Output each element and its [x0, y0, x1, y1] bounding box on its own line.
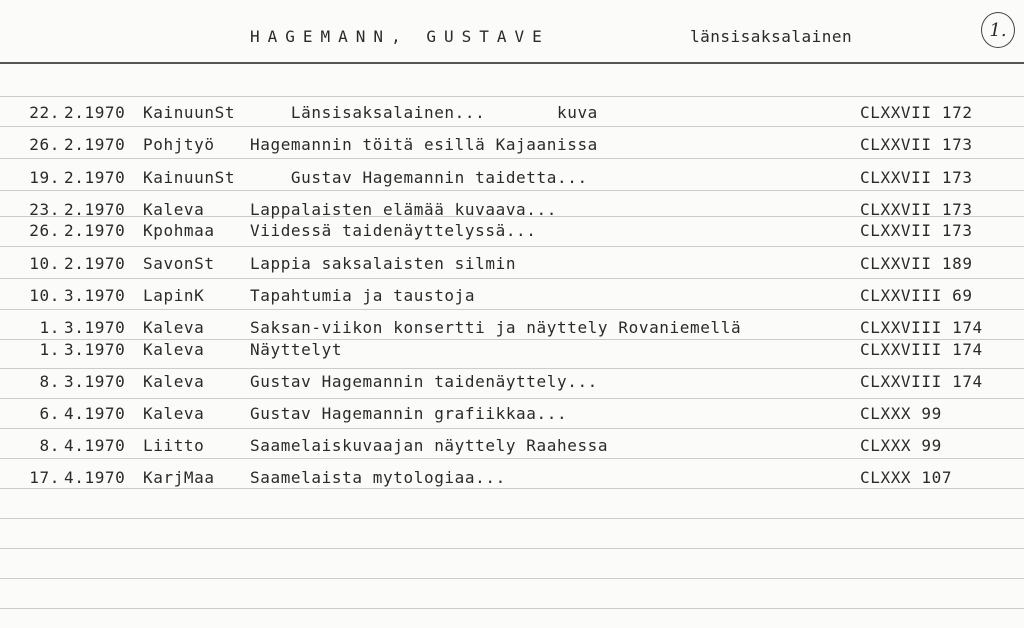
entry-title: Gustav Hagemannin taidenäyttely...: [250, 372, 598, 391]
list-item: [0, 169, 1024, 187]
entry-reference: CLXXX 99: [860, 404, 942, 423]
entry-month-year: 3.1970: [64, 286, 126, 305]
entry-month-year: 4.1970: [64, 436, 126, 455]
entry-title: Lappia saksalaisten silmin: [250, 254, 517, 273]
list-item: [0, 373, 1024, 391]
nationality-label: länsisaksalainen: [690, 27, 853, 46]
list-item: [0, 104, 1024, 122]
entry-reference: CLXXVII 172: [860, 103, 973, 122]
entry-newspaper: KainuunSt: [143, 103, 236, 122]
entry-newspaper: Kaleva: [143, 200, 205, 219]
entry-title: Viidessä taidenäyttelyssä...: [250, 221, 537, 240]
entry-reference: CLXXVIII 174: [860, 340, 983, 359]
entry-day: 8.: [39, 372, 60, 391]
list-item: [0, 341, 1024, 359]
entry-reference: CLXXVII 189: [860, 254, 973, 273]
list-item: [0, 319, 1024, 337]
entry-newspaper: Kaleva: [143, 318, 205, 337]
entry-reference: CLXXVII 173: [860, 135, 973, 154]
ruled-line: [0, 190, 1024, 191]
list-item: [0, 405, 1024, 423]
card-number-badge: [981, 12, 1015, 48]
entry-reference: CLXXVII 173: [860, 221, 973, 240]
ruled-line: [0, 608, 1024, 609]
ruled-line: [0, 518, 1024, 519]
ruled-line: [0, 246, 1024, 247]
entry-day: 10.: [29, 254, 60, 273]
entry-reference: CLXXX 107: [860, 468, 953, 487]
entry-month-year: 3.1970: [64, 318, 126, 337]
entry-reference: CLXXVIII 174: [860, 318, 983, 337]
entry-day: 6.: [39, 404, 60, 423]
entry-title: Saksan-viikon konsertti ja näyttely Rovaniemellä: [250, 318, 742, 337]
entry-newspaper: Liitto: [143, 436, 205, 455]
entry-day: 26.: [29, 221, 60, 240]
entry-title: Hagemannin töitä esillä Kajaanissa: [250, 135, 598, 154]
list-item: [0, 469, 1024, 487]
list-item: [0, 255, 1024, 273]
entry-day: 23.: [29, 200, 60, 219]
entry-newspaper: Kaleva: [143, 340, 205, 359]
entry-month-year: 2.1970: [64, 221, 126, 240]
entry-day: 10.: [29, 286, 60, 305]
ruled-line: [0, 158, 1024, 159]
entry-month-year: 3.1970: [64, 340, 126, 359]
entry-day: 8.: [39, 436, 60, 455]
entry-newspaper: SavonSt: [143, 254, 215, 273]
entry-title: Saamelaiskuvaajan näyttely Raahessa: [250, 436, 609, 455]
list-item: [0, 201, 1024, 219]
entry-day: 17.: [29, 468, 60, 487]
ruled-line: [0, 578, 1024, 579]
entry-day: 26.: [29, 135, 60, 154]
entry-month-year: 2.1970: [64, 135, 126, 154]
entry-reference: CLXXVII 173: [860, 168, 973, 187]
entry-newspaper: Kaleva: [143, 404, 205, 423]
entry-title: Gustav Hagemannin taidetta...: [250, 168, 588, 187]
entry-title: Gustav Hagemannin grafiikkaa...: [250, 404, 568, 423]
card-number: 1.: [989, 19, 1007, 41]
entry-title: Näyttelyt: [250, 340, 343, 359]
ruled-line: [0, 309, 1024, 310]
ruled-line: [0, 458, 1024, 459]
entry-title: Tapahtumia ja taustoja: [250, 286, 476, 305]
entry-reference: CLXXVII 173: [860, 200, 973, 219]
entry-month-year: 2.1970: [64, 200, 126, 219]
entry-title: Lappalaisten elämää kuvaava...: [250, 200, 557, 219]
entry-reference: CLXXVIII 69: [860, 286, 973, 305]
entry-day: 22.: [29, 103, 60, 122]
ruled-line: [0, 488, 1024, 489]
ruled-line: [0, 428, 1024, 429]
list-item: [0, 287, 1024, 305]
ruled-line: [0, 368, 1024, 369]
list-item: [0, 222, 1024, 240]
ruled-line: [0, 278, 1024, 279]
entry-newspaper: KainuunSt: [143, 168, 236, 187]
entry-reference: CLXXVIII 174: [860, 372, 983, 391]
entry-title: Länsisaksalainen... kuva: [250, 103, 598, 122]
entry-newspaper: KarjMaa: [143, 468, 215, 487]
ruled-line: [0, 548, 1024, 549]
entry-newspaper: LapinK: [143, 286, 205, 305]
entry-day: 19.: [29, 168, 60, 187]
ruled-line: [0, 96, 1024, 97]
entry-title: Saamelaista mytologiaa...: [250, 468, 506, 487]
person-name: HAGEMANN, GUSTAVE: [250, 27, 550, 46]
list-item: [0, 136, 1024, 154]
entry-newspaper: Pohjtyö: [143, 135, 215, 154]
entry-month-year: 3.1970: [64, 372, 126, 391]
entry-day: 1.: [39, 318, 60, 337]
entry-month-year: 4.1970: [64, 468, 126, 487]
entry-newspaper: Kpohmaa: [143, 221, 215, 240]
ruled-line: [0, 126, 1024, 127]
entry-newspaper: Kaleva: [143, 372, 205, 391]
ruled-line: [0, 398, 1024, 399]
header-rule: [0, 62, 1024, 64]
entry-day: 1.: [39, 340, 60, 359]
entry-reference: CLXXX 99: [860, 436, 942, 455]
entry-month-year: 2.1970: [64, 103, 126, 122]
entry-month-year: 2.1970: [64, 168, 126, 187]
list-item: [0, 437, 1024, 455]
entry-month-year: 4.1970: [64, 404, 126, 423]
entry-month-year: 2.1970: [64, 254, 126, 273]
